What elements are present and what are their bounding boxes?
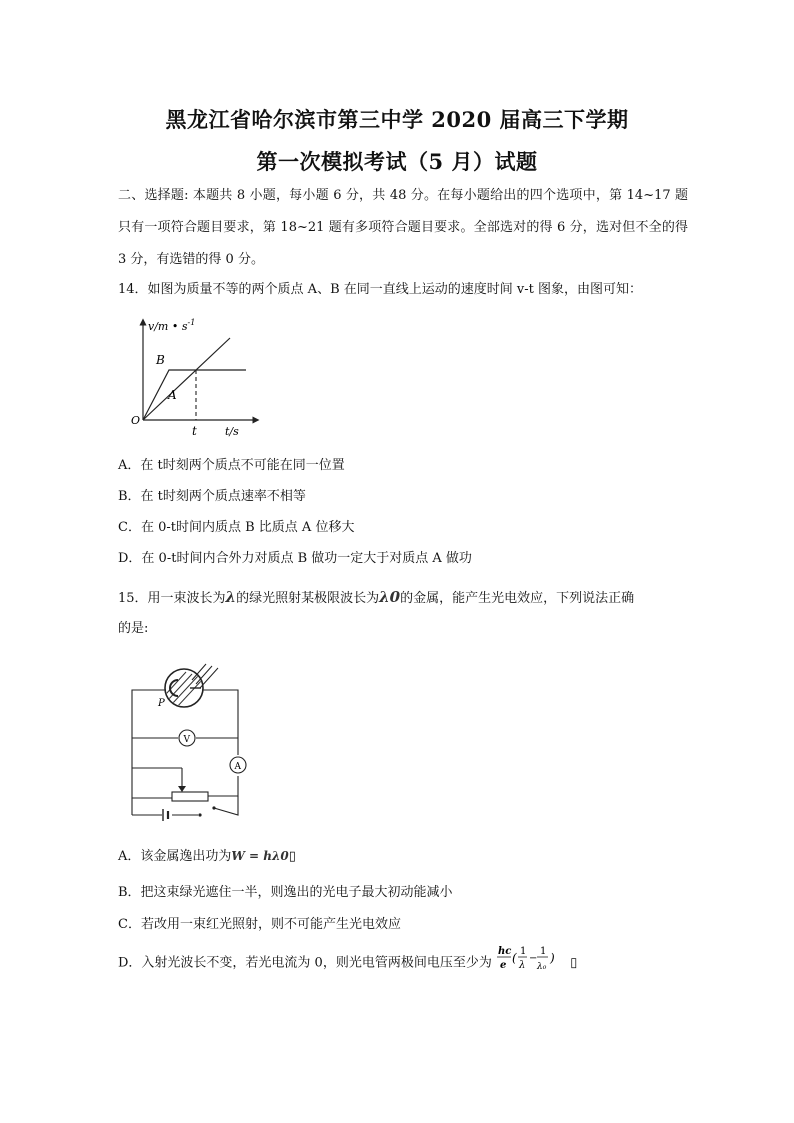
q15-stem-part3: 的金属，能产生光电效应，下列说法正确 [400, 591, 635, 606]
svg-text:): ) [549, 951, 555, 965]
svg-text:−: − [528, 953, 538, 964]
svg-text:λ₀: λ₀ [536, 962, 547, 972]
svg-text:1: 1 [539, 946, 547, 957]
q14-option-c: C．在 0-t时间内质点 B 比质点 A 位移大 [118, 520, 355, 535]
line-B [143, 370, 246, 420]
q14-option-b: B．在 t时刻两个质点速率不相等 [118, 489, 306, 504]
voltage-formula [496, 942, 566, 976]
q15-option-d-suffix: ▯ [570, 955, 578, 971]
q15-stem-line1 [118, 587, 634, 609]
work-function-formula: W = hλ0 [231, 849, 289, 863]
q15-option-a [118, 846, 296, 867]
rheostat [172, 792, 208, 801]
section-intro: 二、选择题: 本题共 8 小题，每小题 6 分，共 48 分。在每小题给出的四个选项中，第 14~17 题只有一项符合题目要求，第 18~21 题有多项符合题目要求。全部选对的得 6 分，选对但不全的得 3 分，有选错的得 0 分。 [118, 188, 688, 267]
q14-option-d: D．在 0-t时间内合外力对质点 B 做功一定大于对质点 A 做功 [118, 551, 472, 566]
q15-stem-part2: 的绿光照射某极限波长为 [236, 591, 380, 606]
svg-text:1: 1 [519, 946, 527, 957]
page-title-line2: 第一次模拟考试（5 月）试题 [256, 149, 538, 174]
q14-vt-graph [124, 316, 274, 446]
q15-stem-part1: 15．用一束波长为 [118, 591, 226, 606]
q15-option-b: B．把这束绿光遮住一半，则逸出的光电子最大初动能减小 [118, 885, 453, 900]
line-A [143, 338, 230, 420]
q14-option-a: A．在 t时刻两个质点不可能在同一位置 [118, 458, 345, 473]
lambda0-symbol: λ0 [379, 588, 401, 606]
label-A: A [168, 388, 177, 402]
q14-stem: 14．如图为质量不等的两个质点 A、B 在同一直线上运动的速度时间 v-t 图象，由图可知： [118, 282, 642, 297]
label-B: B [156, 353, 165, 367]
tick-t-label: t [192, 424, 197, 438]
q15-option-c: C．若改用一束红光照射，则不可能产生光电效应 [118, 917, 401, 932]
q15-circuit-diagram [122, 658, 252, 828]
q15-stem-line2: 的是: [118, 621, 149, 636]
label-P: P [158, 698, 165, 709]
svg-text:λ: λ [518, 960, 526, 971]
y-axis-label: v/m • $s^{-1}$ [148, 318, 196, 333]
lambda-symbol: λ [225, 588, 237, 606]
page-title-line1: 黑龙江省哈尔滨市第三中学 2020 届高三下学期 [165, 107, 629, 132]
switch [198, 813, 201, 816]
q15-option-a-text: A．该金属逸出功为 [118, 849, 232, 864]
voltmeter-label: V [183, 735, 190, 745]
svg-text:hc: hc [497, 946, 512, 957]
svg-text:(: ( [511, 951, 517, 965]
origin-label: O [131, 414, 141, 427]
ammeter-label: A [234, 762, 241, 772]
q15-option-d-text: D．入射光波长不变，若光电流为 0，则光电管两极间电压至少为 [118, 955, 492, 971]
svg-text:e: e [499, 960, 507, 971]
q15-option-a-suffix: ▯ [288, 849, 296, 864]
x-axis-label: t/s [225, 425, 239, 438]
q15-option-d [118, 946, 578, 976]
